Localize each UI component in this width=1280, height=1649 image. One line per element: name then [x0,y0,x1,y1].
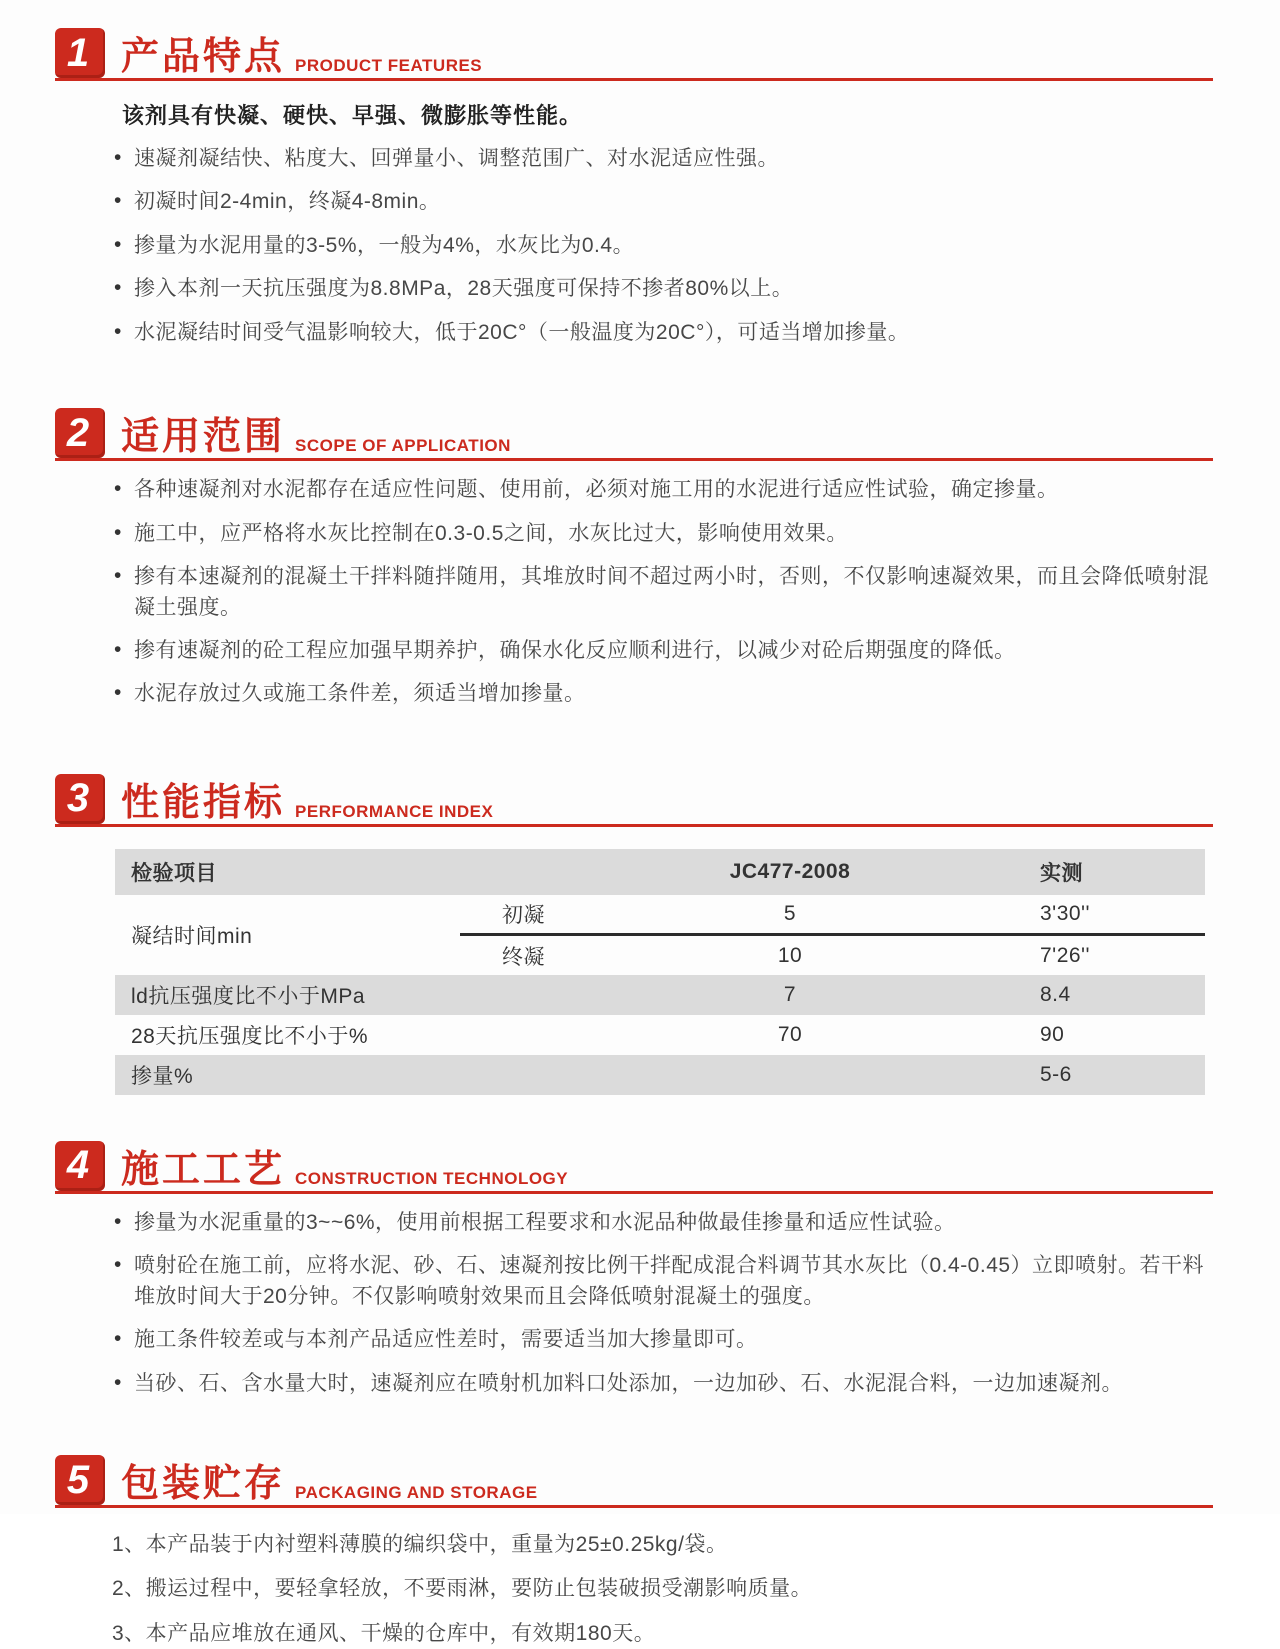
table-header-cell: 实测 [935,849,1205,895]
section-packaging-and-storage [0,1455,1280,1649]
section-number-badge: 2 [55,408,105,458]
section-number-badge: 1 [55,28,105,78]
table-cell: 初凝 [502,904,545,928]
table-cell: 掺量% [115,1055,645,1095]
section-subtitle: PERFORMANCE INDEX [295,801,494,821]
list-item: • 喷射砼在施工前，应将水泥、砂、石、速凝剂按比例干拌配成混合料调节其水灰比（0.4-0.45）立即喷射。若干料堆放时间大于20分钟。不仅影响喷射效果而且会降低喷射混凝土的强度。 [112,1251,1210,1312]
list-item: • 掺量为水泥用量的3-5%，一般为4%，水灰比为0.4。 [112,231,1210,261]
table-row [115,895,1205,935]
section-scope-of-application [0,408,1280,710]
table-cell: 28天抗压强度比不小于% [131,1024,369,1048]
section-number-badge: 4 [55,1141,105,1191]
list-item: • 施工条件较差或与本剂产品适应性差时，需要适当加大掺量即可。 [112,1325,1210,1355]
performance-table [115,849,1205,1095]
table-cell: 终凝 [460,935,645,975]
list-item: • 当砂、石、含水量大时，速凝剂应在喷射机加料口处添加，一边加砂、石、水泥混合料，一边加速凝剂。 [112,1369,1210,1399]
section-performance-index [0,774,1280,1095]
section-title: 性能指标 [121,781,286,824]
table-row [115,975,1205,1015]
section-subtitle: CONSTRUCTION TECHNOLOGY [295,1168,569,1188]
section-header [55,774,1213,827]
section-subtitle: PRODUCT FEATURES [295,56,483,75]
section-subtitle: PACKAGING AND STORAGE [295,1483,538,1502]
list-item: • 水泥存放过久或施工条件差，须适当增加掺量。 [112,679,1210,709]
table-cell: 10 [645,935,935,975]
section-title: 施工工艺 [121,1148,286,1191]
list-item: 2、搬运过程中，要轻拿轻放，不要雨淋，要防止包装破损受潮影响质量。 [112,1577,813,1601]
table-cell: 7'26'' [935,935,1205,975]
section-title: 产品特点 [121,36,286,78]
list-item: • 掺量为水泥重量的3~~6%，使用前根据工程要求和水泥品种做最佳掺量和适应性试验。 [112,1208,1210,1238]
section-header [55,408,1213,461]
list-item: • 速凝剂凝结快、粘度大、回弹量小、调整范围广、对水泥适应性强。 [112,144,1210,174]
list-item: • 施工中，应严格将水灰比控制在0.3-0.5之间，水灰比过大，影响使用效果。 [112,519,1210,549]
table-cell: 90 [1040,1022,1065,1046]
construction-list [112,1208,1210,1399]
table-cell: 5 [783,902,797,926]
table-row [115,1055,1205,1095]
section-subtitle: SCOPE OF APPLICATION [295,436,511,456]
list-item: • 掺有速凝剂的砼工程应加强早期养护，确保水化反应顺利进行，以减少对砼后期强度的降低。 [112,636,1210,666]
features-intro: 该剂具有快凝、硬快、早强、微膨胀等性能。 [122,103,583,128]
section-header [55,28,1213,81]
table-cell: 凝结时间min [131,924,253,948]
section-header [55,1455,1213,1508]
section-title: 适用范围 [121,416,286,459]
table-header-cell: 检验项目 [115,849,645,895]
scope-list [112,475,1210,710]
features-list [112,144,1210,348]
list-item: • 初凝时间2-4min，终凝4-8min。 [112,187,1210,217]
table-row [115,1015,1205,1055]
table-cell: 8.4 [935,975,1205,1015]
table-header-cell: JC477-2008 [645,849,935,895]
list-item: • 掺有本速凝剂的混凝土干拌料随拌随用，其堆放时间不超过两小时，否则，不仅影响速凝效果，而且会降低喷射混凝土强度。 [112,562,1210,623]
table-cell: 3'30'' [1040,902,1091,926]
table-cell [645,1055,935,1095]
section-title: 包装贮存 [121,1463,286,1505]
section-product-features [0,0,1280,348]
list-item: 3、本产品应堆放在通风、干燥的仓库中，有效期180天。 [112,1621,656,1645]
list-item: • 水泥凝结时间受气温影响较大，低于20C°（一般温度为20C°），可适当增加掺量。 [112,318,1210,348]
table-cell: ld抗压强度比不小于MPa [115,975,645,1015]
list-item: • 掺入本剂一天抗压强度为8.8MPa，28天强度可保持不掺者80%以上。 [112,274,1210,304]
list-item: • 各种速凝剂对水泥都存在适应性问题、使用前，必须对施工用的水泥进行适应性试验，确定掺量。 [112,475,1210,505]
list-item: 1、本产品装于内衬塑料薄膜的编织袋中，重量为25±0.25kg/袋。 [112,1533,728,1556]
table-cell: 70 [777,1022,803,1046]
section-number-badge: 3 [55,774,105,824]
section-number-badge: 5 [55,1455,105,1505]
table-cell: 7 [645,975,935,1015]
section-header [55,1141,1213,1194]
table-header-row [115,849,1205,895]
section-construction-technology [0,1141,1280,1399]
table-cell: 5-6 [935,1055,1205,1095]
packaging-list [112,1530,1210,1649]
